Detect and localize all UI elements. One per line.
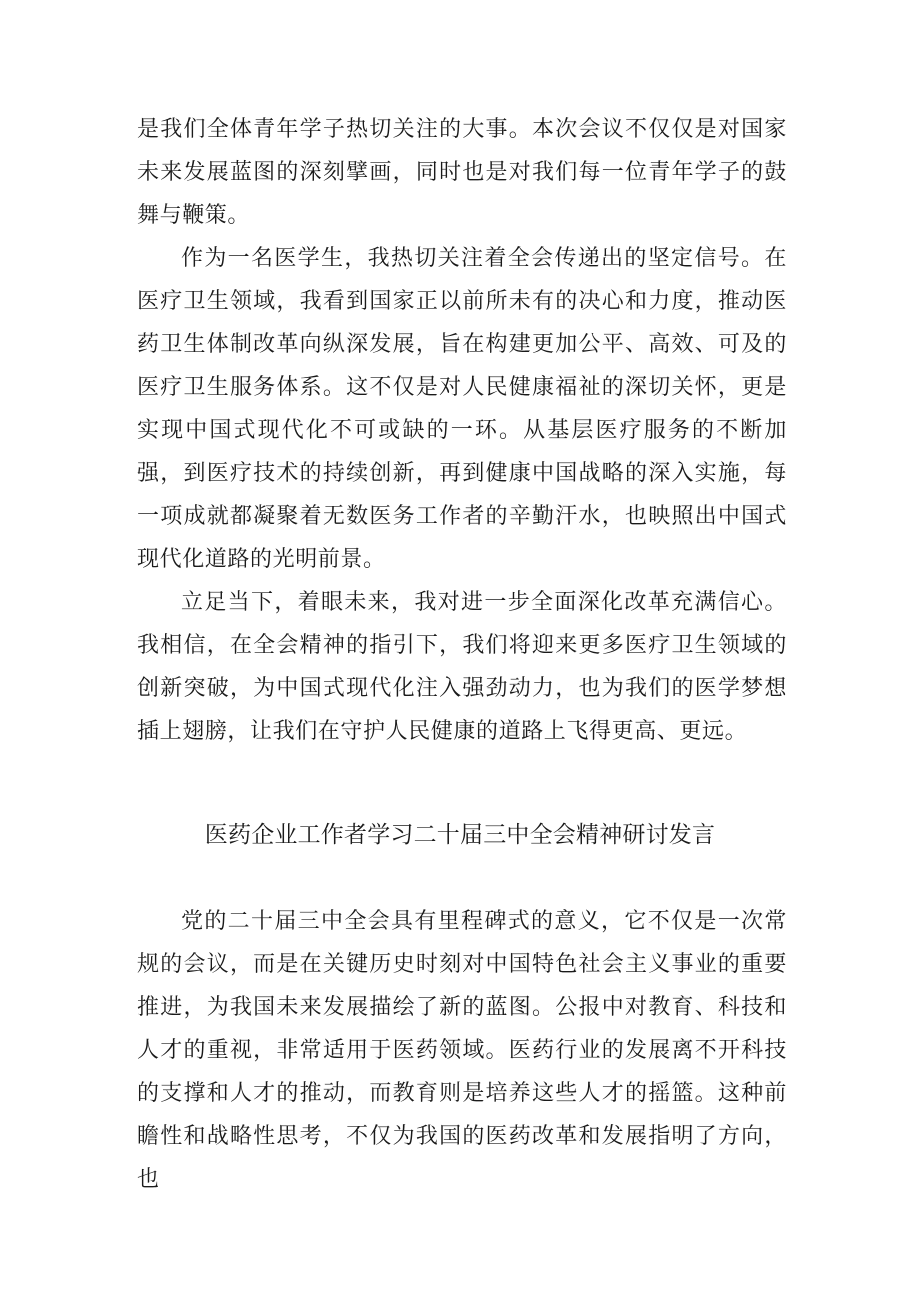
section-two-title: 医药企业工作者学习二十届三中全会精神研讨发言 bbox=[204, 822, 716, 848]
paragraph-continuation: 是我们全体青年学子热切关注的大事。本次会议不仅仅是对国家未来发展蓝图的深刻擘画，同时也是对我们每一位青年学子的鼓舞与鞭策。 bbox=[137, 117, 787, 228]
paragraph-plenary-significance: 党的二十届三中全会具有里程碑式的意义，它不仅是一次常规的会议，而是在关键历史时刻对中国特色社会主义事业的重要推进，为我国未来发展描绘了新的蓝图。公报中对教育、科技和人才的重视，非常适用于医药领域。医药行业的发展离不开科技的支撑和人才的推动，而教育则是培养这些人才的摇篮。这种前瞻性和战略性思考，不仅为我国的医药改革和发展指明了方向，也 bbox=[137, 909, 787, 1192]
section-two-body bbox=[137, 900, 787, 1201]
section-one-body bbox=[137, 108, 787, 753]
paragraph-confidence: 立足当下，着眼未来，我对进一步全面深化改革充满信心。我相信，在全会精神的指引下，我们将迎来更多医疗卫生领域的创新突破，为中国式现代化注入强劲动力，也为我们的医学梦想插上翅膀，让我们在守护人民健康的道路上飞得更高、更远。 bbox=[137, 590, 787, 744]
paragraph-medical-student: 作为一名医学生，我热切关注着全会传递出的坚定信号。在医疗卫生领域，我看到国家正以前所未有的决心和力度，推动医药卫生体制改革向纵深发展，旨在构建更加公平、高效、可及的医疗卫生服务体系。这不仅是对人民健康福祉的深切关怀，更是实现中国式现代化不可或缺的一环。从基层医疗服务的不断加强，到医疗技术的持续创新，再到健康中国战略的深入实施，每一项成就都凝聚着无数医务工作者的辛勤汗水，也映照出中国式现代化道路的光明前景。 bbox=[137, 246, 787, 572]
